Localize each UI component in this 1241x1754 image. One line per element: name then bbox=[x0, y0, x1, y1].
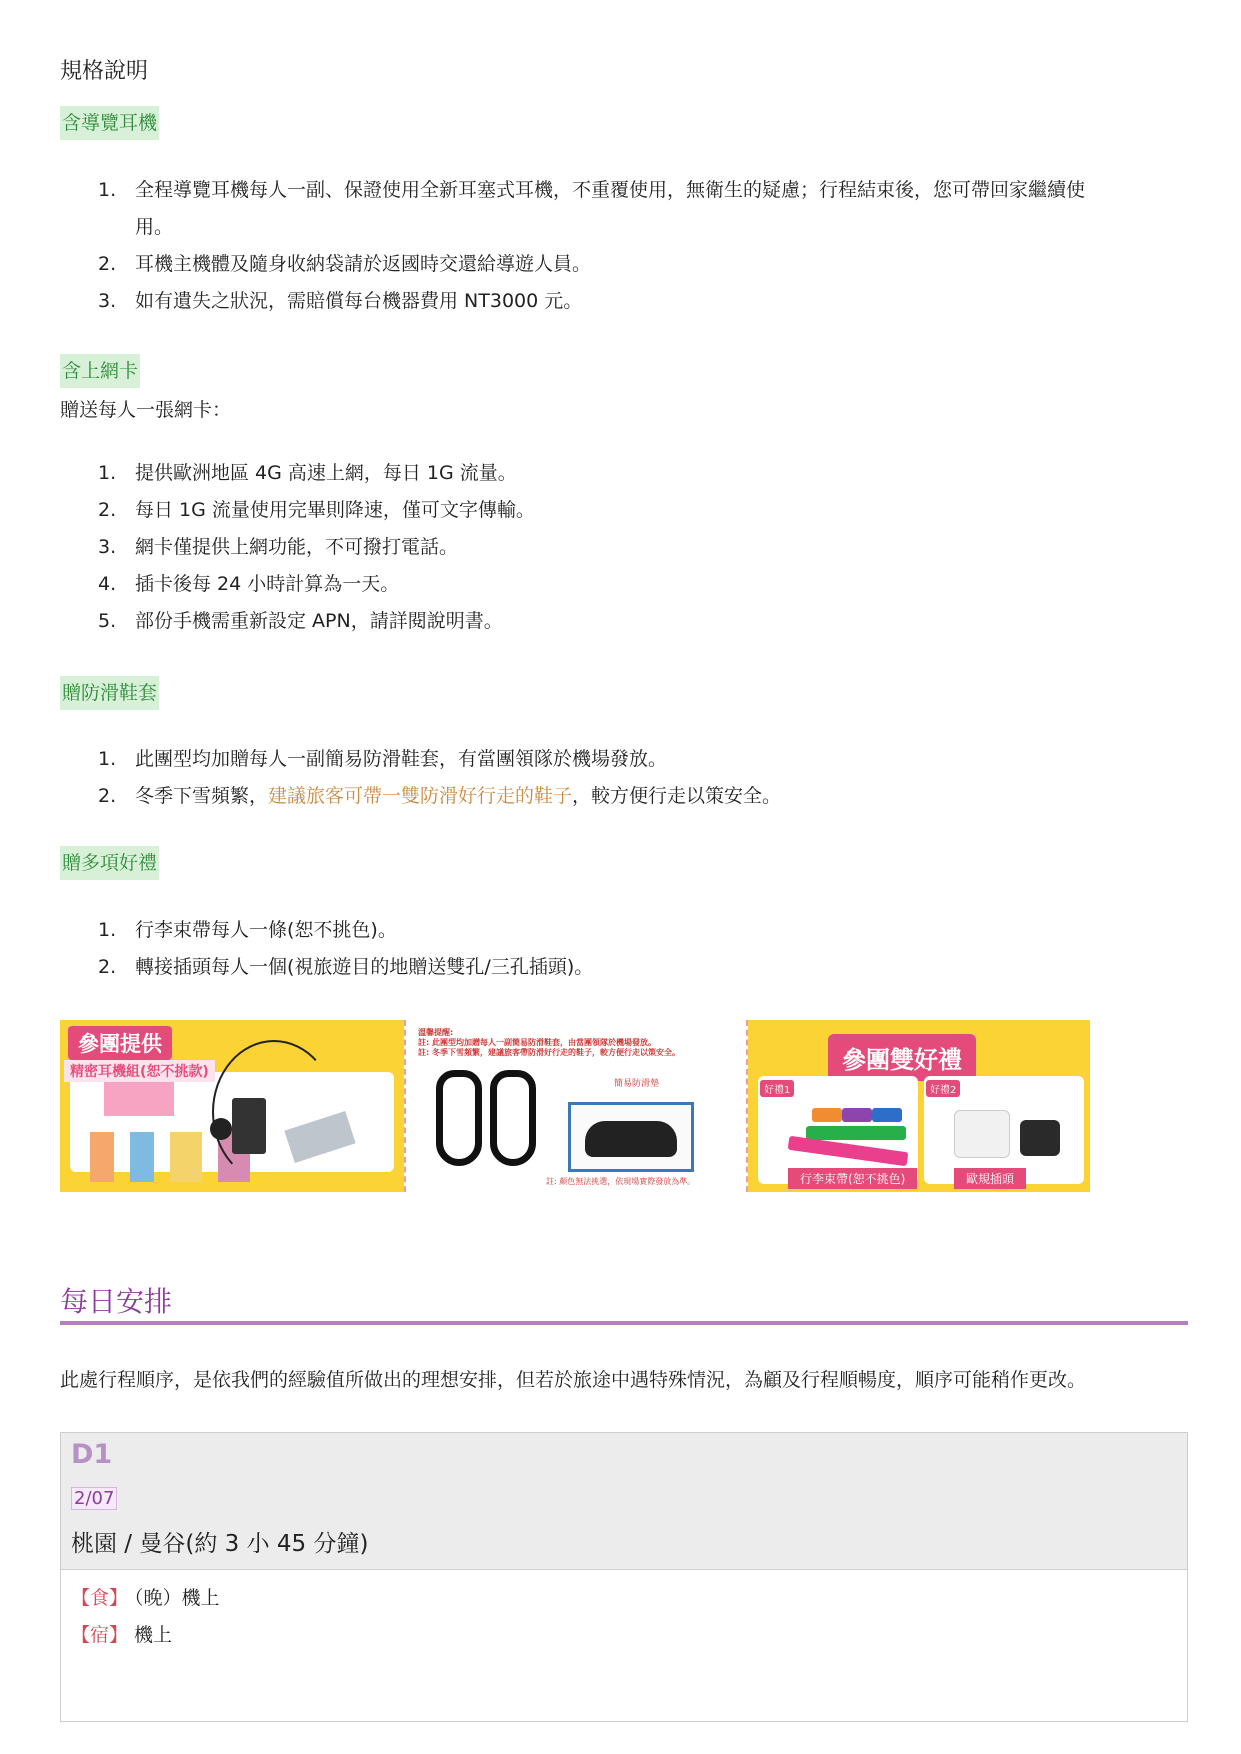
list-item bbox=[60, 566, 1184, 603]
earpiece bbox=[210, 1118, 232, 1140]
list-item bbox=[60, 172, 1184, 246]
list-text-end: ，較方便行走以策安全。 bbox=[572, 785, 782, 807]
earphones-list bbox=[60, 172, 1184, 320]
earphone-heading: 參團提供 bbox=[68, 1026, 172, 1060]
list-text: 網卡僅提供上網功能，不可撥打電話。 bbox=[135, 536, 459, 558]
meal-label: 【食】 bbox=[71, 1587, 129, 1609]
highlight-text: 建議旅客可帶一雙防滑好行走的鞋子 bbox=[268, 785, 573, 807]
shoe-photo bbox=[568, 1102, 694, 1172]
spec-title: 規格說明 bbox=[60, 59, 149, 84]
list-text: 冬季下雪頻繁， bbox=[135, 785, 269, 807]
strap-purple bbox=[842, 1108, 872, 1122]
list-number: 3. bbox=[98, 536, 117, 558]
double-gift-title: 參團雙好禮 bbox=[828, 1034, 976, 1081]
daily-title: 每日安排 bbox=[60, 1285, 173, 1318]
list-number: 3. bbox=[98, 290, 117, 312]
list-number: 5. bbox=[98, 610, 117, 632]
shoe-cover-panel bbox=[404, 1020, 748, 1192]
list-text: 每日 1G 流量使用完畢則降速，僅可文字傳輸。 bbox=[135, 499, 535, 521]
list-number: 2. bbox=[98, 956, 117, 978]
day-date: 2/07 bbox=[71, 1487, 117, 1510]
earphone-cable bbox=[212, 1040, 336, 1184]
list-number: 1. bbox=[98, 919, 117, 941]
sim-intro: 贈送每人一張網卡： bbox=[60, 399, 232, 421]
plug-black-image bbox=[1020, 1120, 1060, 1156]
list-number: 4. bbox=[98, 573, 117, 595]
list-item bbox=[60, 246, 1184, 283]
list-item bbox=[60, 283, 1184, 320]
list-item bbox=[60, 741, 1184, 778]
list-item bbox=[60, 603, 1184, 640]
list-number: 2. bbox=[98, 499, 117, 521]
list-item bbox=[60, 455, 1184, 492]
note-line: 溫馨提醒: bbox=[418, 1028, 454, 1037]
day-route: 桃園 / 曼谷(約 3 小 45 分鐘) bbox=[71, 1531, 369, 1557]
tag-earphones: 含導覽耳機 bbox=[60, 106, 159, 140]
gift1-tag: 好禮1 bbox=[760, 1080, 794, 1097]
gift-box-icon bbox=[104, 1076, 174, 1116]
stay-row bbox=[71, 1617, 1177, 1654]
stay-label: 【宿】 bbox=[71, 1624, 129, 1646]
shoe-image bbox=[585, 1121, 677, 1157]
list-text: 耳機主機體及隨身收納袋請於返國時交還給導遊人員。 bbox=[135, 253, 592, 275]
list-text: 提供歐洲地區 4G 高速上網，每日 1G 流量。 bbox=[135, 462, 517, 484]
meal-value: （晚）機上 bbox=[134, 1587, 220, 1609]
list-text: 如有遺失之狀況，需賠償每台機器費用 NT3000 元。 bbox=[135, 290, 583, 312]
day-number: D1 bbox=[71, 1439, 113, 1470]
earphone-subheading: 精密耳機組(恕不挑款) bbox=[64, 1060, 215, 1082]
list-number: 2. bbox=[98, 785, 117, 807]
double-gift-panel bbox=[748, 1020, 1090, 1192]
gift2-tag: 好禮2 bbox=[926, 1080, 960, 1097]
list-text: 此團型均加贈每人一副簡易防滑鞋套，有當團領隊於機場發放。 bbox=[135, 748, 668, 770]
day-body bbox=[61, 1570, 1187, 1664]
list-number: 1. bbox=[98, 462, 117, 484]
list-item bbox=[60, 492, 1184, 529]
list-item bbox=[60, 949, 1184, 986]
note-line: 註: 冬季下雪頻繁，建議旅客帶防滑好行走的鞋子，較方便行走以策安全。 bbox=[418, 1048, 680, 1057]
note-line: 註: 此團型均加贈每人一副簡易防滑鞋套，由當團領隊於機場發放。 bbox=[418, 1038, 656, 1047]
list-text-cont: 用。 bbox=[135, 216, 174, 238]
list-text: 全程導覽耳機每人一副、保證使用全新耳塞式耳機，不重覆使用，無衛生的疑慮；行程結束後，您可帶回家繼續使 bbox=[135, 179, 1086, 201]
cleat-right-image bbox=[490, 1070, 536, 1166]
list-number: 1. bbox=[98, 748, 117, 770]
gift-banner bbox=[60, 1020, 1090, 1192]
gifts-list bbox=[60, 912, 1184, 986]
shoe-list bbox=[60, 741, 1184, 815]
cleat-label: 簡易防滑墊 bbox=[614, 1079, 660, 1089]
stay-value: 機上 bbox=[134, 1624, 173, 1646]
tag-shoe-covers: 贈防滑鞋套 bbox=[60, 676, 159, 710]
list-item bbox=[60, 778, 1184, 815]
shoe-cover-note bbox=[418, 1028, 680, 1058]
cleat-left-image bbox=[436, 1070, 482, 1166]
gift1-caption: 行李束帶(恕不挑色) bbox=[788, 1168, 917, 1189]
daily-intro: 此處行程順序，是依我們的經驗值所做出的理想安排，但若於旅途中遇特殊情況，為顧及行程順暢度，順序可能稍作更改。 bbox=[60, 1369, 1087, 1391]
tag-gifts: 贈多項好禮 bbox=[60, 846, 159, 880]
list-item bbox=[60, 529, 1184, 566]
list-text: 轉接插頭每人一個(視旅遊目的地贈送雙孔/三孔插頭)。 bbox=[135, 956, 594, 978]
strap-orange bbox=[812, 1108, 842, 1122]
tag-sim-card: 含上網卡 bbox=[60, 354, 140, 388]
gift2-caption: 歐規插頭 bbox=[954, 1168, 1026, 1189]
strap-green bbox=[806, 1126, 906, 1140]
strap-blue bbox=[872, 1108, 902, 1122]
meal-row bbox=[71, 1580, 1177, 1617]
shoe-cover-footnote: 註: 顏色無法挑選，依現場實際發放為準。 bbox=[546, 1177, 696, 1186]
list-text: 部份手機需重新設定 APN，請詳閱說明書。 bbox=[135, 610, 503, 632]
list-text: 插卡後每 24 小時計算為一天。 bbox=[135, 573, 400, 595]
day-card bbox=[60, 1432, 1188, 1722]
list-number: 2. bbox=[98, 253, 117, 275]
day-header bbox=[61, 1433, 1187, 1570]
list-number: 1. bbox=[98, 179, 117, 201]
receiver-device bbox=[232, 1098, 266, 1154]
plug-white-image bbox=[954, 1110, 1010, 1158]
list-item bbox=[60, 912, 1184, 949]
section-divider bbox=[60, 1321, 1188, 1325]
list-text: 行李束帶每人一條(恕不挑色)。 bbox=[135, 919, 397, 941]
earphone-panel bbox=[60, 1020, 404, 1192]
sim-list bbox=[60, 455, 1184, 640]
